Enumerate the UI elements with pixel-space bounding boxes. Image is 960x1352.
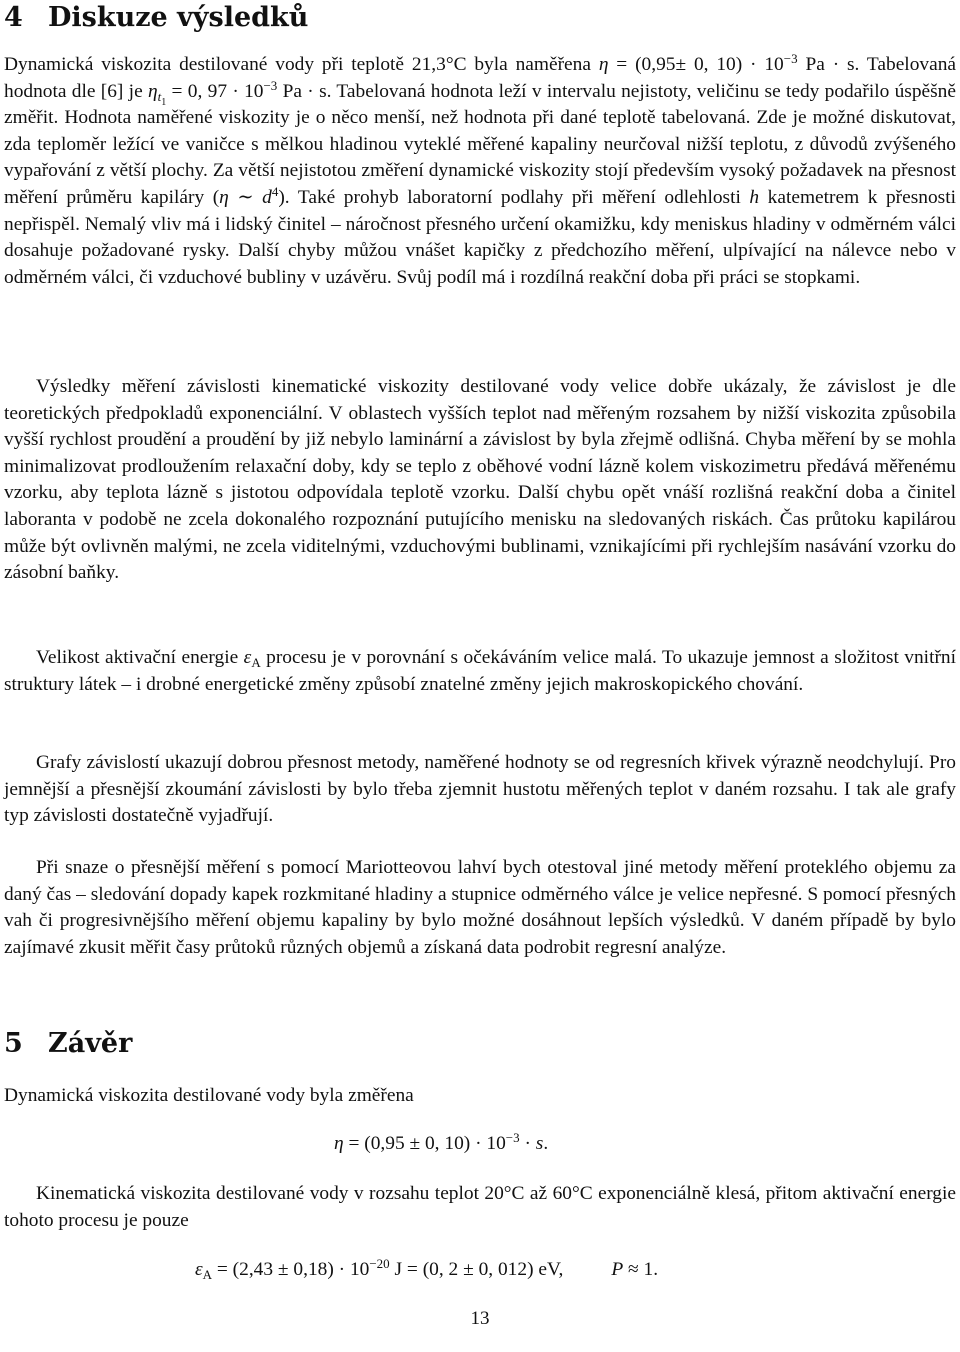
paragraph-graphs: Grafy závislostí ukazují dobrou přesnost metody, naměřené hodnoty se od regresních křivek výrazně neodchylují. Pro jemnější a přesnější zkoumání závislosti by bylo třeba zjemnit hustotu měřených teplot v daném rozsahu. I tak ale grafy typ závislosti dostatečně vyjadřují.	[4, 752, 956, 827]
page-number: 13	[470, 1308, 490, 1329]
section-title: Závěr	[48, 1028, 133, 1059]
section-title: Diskuze výsledků	[48, 2, 309, 33]
paragraph-dynamic-viscosity: Dynamická viskozita destilované vody při teplotě 21,3°C byla naměřena η = (0,95± 0, $10) \cdot 10^{-3}$ Pa · s. Tabelovaná hodnota dle [6] je $\eta_{t_1} = 0$, $97 \cdot 10^{-3}$ Pa · s. Tabelovaná hodnota leží v intervalu nejistoty, veličinu se tedy podařilo úspěšně změřit. Hodnota naměřené viskozity je o něco menší, než hodnota při dané teplotě tabelovaná. Zde je možné diskutovat, zda teploměr ležící ve vaničce s mělkou hladinou vyteklé měřené kapaliny neurčoval nižší teplotu, z důvodů zvýšeného vypařování z větší plochy. Za větší nejistotou změření dynamické viskozity stojí především vysoký požadavek na přesnost měření průměru kapiláry (η ∼ $d^4$). Také prohyb laboratorní podlahy při měření odlehlosti h katemetrem k přesnosti nepřispěl. Nemalý vliv má i lidský činitel – náročnost přesného určení okamižku, kdy meniskus hladiny v odměrném válci dosahuje požadované rysky. Další chyby můžou vnášet kapičky z předchozího měření, ulpívající na nálevce nebo v odměrném válci, či vzduchové bubliny v uzávěru. Svůj podíl má i rozdílná reakční doba při práci se stopkami.	[4, 51, 956, 288]
paragraph-activation-energy: Velikost aktivační energie $\varepsilon_A$ procesu je v porovnání s očekáváním velice malá. To ukazuje jemnost a složitost vnitřní struktury látek – i drobné energetické změny způsobí znatelné změny jejich makroskopického chování.	[4, 647, 956, 695]
paragraph-mariotte: Při snaze o přesnější měření s pomocí Mariotteovou lahví bych otestoval jiné metody měření proteklého objemu za daný čas – sledování dopady kapek rozkmitané hladiny a stupnice odměrného válce je velice nepřesné. S pomocí přesných vah či progresivnějšího měření objemu kapaliny by bylo možné dosáhnout lepších výsledků. V daném případě by bylo zajímavé zkusit měřit časy průtoků různých objemů a získaná data podrobit regresní analýze.	[4, 857, 956, 958]
section-heading-5	[4, 1028, 132, 1059]
section-heading-4	[4, 2, 308, 33]
paragraph-conclusion-kinematic: Kinematická viskozita destilované vody v rozsahu teplot 20°C až 60°C exponenciálně klesá, přitom aktivační energie tohoto procesu je pouze	[4, 1183, 956, 1231]
section-number: 5	[4, 1028, 23, 1059]
paragraph-conclusion-dynamic: Dynamická viskozita destilované vody byla změřena	[4, 1085, 414, 1106]
equation-activation-energy: $\varepsilon_A = (2,43 \pm 0,18) \cdot 10^{-20}$ J = (0, 2 ± 0, 012) eV, P ≈ 1.	[195, 1256, 659, 1282]
paragraph-kinematic-viscosity: Výsledky měření závislosti kinematické viskozity destilované vody velice dobře ukázaly, že závislost je dle teoretických předpokladů exponenciální. V oblastech vyšších teplot nad měřeným rozsahem by nižší viskozita způsobila vyšší rychlost proudění a proudění by již nebylo laminární a závislost by byla zřejmě odlišná. Chyba měření by se mohla minimalizovat prodloužením relaxační doby, kdy se teplo z oběhové vodní lázně kolem viskozimetru předává měřenému vzorku, aby teplota lázně s jistotou odpovídala teplotě vzorku. Další chybu opět vnáší rozlišná reakční doba a činitel laboranta v podobě ne zcela dokonalého rozpoznání putujícího menisku na sledovaných riskách. Čas průtoku kapilárou může být ovlivněn malými, ne zcela viditelnými, vzduchovými bublinami, vznikajícími při rychlejším nasávání vzorku do zásobní baňky.	[4, 376, 956, 584]
section-number: 4	[4, 2, 23, 33]
equation-dynamic-viscosity: η = (0,95 ± 0, $10) \cdot 10^{-3} \cdot s$.	[334, 1130, 549, 1154]
